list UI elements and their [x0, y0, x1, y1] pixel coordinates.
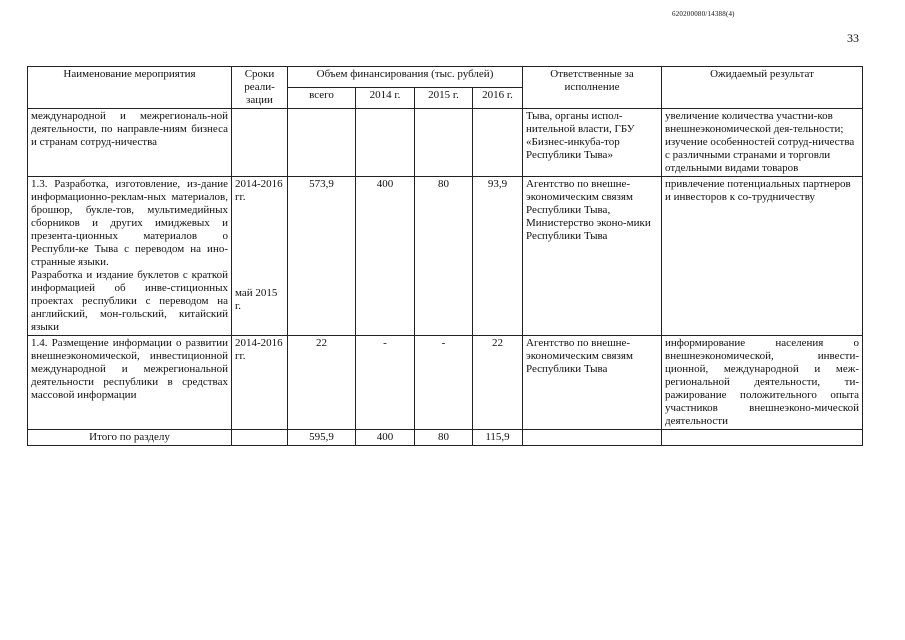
- measure-term: [232, 177, 288, 336]
- measure-responsible: Тыва, органы испол-нительной власти, ГБУ «Бизнес-инкуба-тор Республики Тыва»: [523, 109, 662, 177]
- table-row: [28, 109, 863, 177]
- table-row: [28, 336, 863, 430]
- page-number: 33: [847, 31, 859, 45]
- table-row: [28, 177, 863, 336]
- measure-term-part1: 2014-2016 гг.: [235, 178, 283, 203]
- total-2014: 400: [356, 430, 415, 446]
- document-number: 620200080/14388(4): [672, 10, 735, 18]
- measure-name: 1.4. Размещение информации о развитии внешнеэкономической, инвестиционной международной и межрегиональной деятельности республики в средствах массовой информации: [28, 336, 232, 430]
- measure-result: информирование населения о внешнеэкономической, инвести-ционной, международной и меж-региональной деятельности, ти-ражирование положительного опыта участников внешнеэконо-мической деятельности: [662, 336, 863, 430]
- measure-name-part1: 1.3. Разработка, изготовление, из-дание информационно-реклам-ных материалов, брошюр, букле-тов, мультимедийных сборников и других имиджевых и презента-ционных материалов о Республи-ке Тыва с переводом на ино-странные языки.: [31, 178, 228, 268]
- total-result: [662, 430, 863, 446]
- total-2016: 115,9: [473, 430, 523, 446]
- total-2015: 80: [415, 430, 473, 446]
- measures-table: [27, 66, 863, 446]
- measure-2016: [473, 109, 523, 177]
- measure-name: международной и межрегиональ-ной деятельности, по направле-ниям бизнеса и странам сотруд-ничества: [28, 109, 232, 177]
- header-2014: 2014 г.: [356, 88, 415, 109]
- header-2016: 2016 г.: [473, 88, 523, 109]
- measure-term: [232, 109, 288, 177]
- measure-2015: -: [415, 336, 473, 430]
- measure-total: 573,9: [288, 177, 356, 336]
- measure-2016: 22: [473, 336, 523, 430]
- measure-2015: 80: [415, 177, 473, 336]
- total-responsible: [523, 430, 662, 446]
- header-result: Ожидаемый результат: [662, 67, 863, 109]
- measure-total: 22: [288, 336, 356, 430]
- header-row: [28, 67, 863, 88]
- measure-term: 2014-2016 гг.: [232, 336, 288, 430]
- measure-term-part2: май 2015 г.: [235, 287, 278, 312]
- measure-2015: [415, 109, 473, 177]
- total-row: [28, 430, 863, 446]
- measure-2014: -: [356, 336, 415, 430]
- header-terms: Сроки реали-зации: [232, 67, 288, 109]
- header-financing: Объем финансирования (тыс. рублей): [288, 67, 523, 88]
- total-sum: 595,9: [288, 430, 356, 446]
- measure-responsible: Агентство по внешне-экономическим связям Республики Тыва: [523, 336, 662, 430]
- header-responsible: Ответственные за исполнение: [523, 67, 662, 109]
- header-total: всего: [288, 88, 356, 109]
- header-name: Наименование мероприятия: [28, 67, 232, 109]
- header-2015: 2015 г.: [415, 88, 473, 109]
- measure-2014: [356, 109, 415, 177]
- total-term: [232, 430, 288, 446]
- measure-result: привлечение потенциальных партнеров и инвесторов к со-трудничеству: [662, 177, 863, 336]
- measure-2014: 400: [356, 177, 415, 336]
- measure-result: увеличение количества участни-ков внешнеэкономической дея-тельности; изучение особенностей сотруд-ничества с различными странами и торговли отдельными видами товаров: [662, 109, 863, 177]
- measure-2016: 93,9: [473, 177, 523, 336]
- total-label: Итого по разделу: [28, 430, 232, 446]
- measure-responsible: Агентство по внешне-экономическим связям Республики Тыва, Министерство эконо-мики Республики Тыва: [523, 177, 662, 336]
- measure-total: [288, 109, 356, 177]
- measure-name: [28, 177, 232, 336]
- measure-name-part2: Разработка и издание буклетов с краткой информацией об инве-стиционных проектах республики с переводом на английский, мон-гольский, китайский языки: [31, 269, 228, 333]
